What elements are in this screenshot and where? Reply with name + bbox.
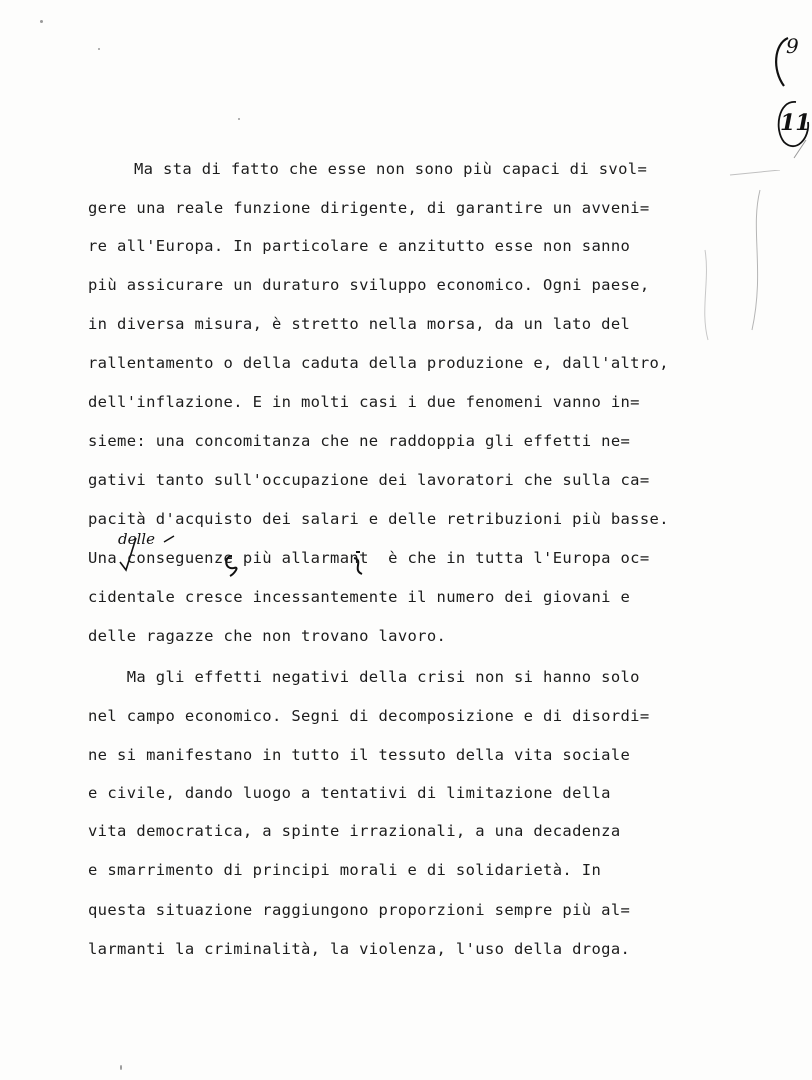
text-line: delle ragazze che non trovano lavoro. — [88, 627, 447, 645]
text-line: ne si manifestano in tutto il tessuto della vita sociale — [88, 746, 631, 764]
margin-pencil-stroke-1 — [752, 190, 760, 330]
handwritten-correction-marks — [220, 548, 370, 578]
insertion-caret-tick — [164, 536, 174, 542]
text-line: più assicurare un duraturo sviluppo economico. Ogni paese, — [88, 276, 650, 294]
text-line: in diversa misura, è stretto nella morsa, da un lato del — [88, 315, 631, 333]
text-line: e smarrimento di principi morali e di solidarietà. In — [88, 861, 602, 879]
text-line: sieme: una concomitanza che ne raddoppia gli effetti ne= — [88, 432, 631, 450]
text-line: cidentale cresce incessantemente il numero dei giovani e — [88, 588, 631, 606]
text-line: gativi tanto sull'occupazione dei lavoratori che sulla ca= — [88, 471, 650, 489]
margin-pencil-marks — [690, 170, 790, 370]
text-line: Una conseguenze più allarmant è che in tutta l'Europa oc= — [88, 549, 650, 567]
text-line: larmanti la criminalità, la violenza, l'uso della droga. — [88, 940, 631, 958]
text-line: nel campo economico. Segni di decomposizione e di disordi= — [88, 707, 650, 725]
text-line: Ma sta di fatto che esse non sono più capaci di svol= — [134, 160, 648, 178]
page-number-top: 9 — [786, 34, 799, 58]
text-line: re all'Europa. In particolare e anzitutto esse non sanno — [88, 237, 631, 255]
text-line: questa situazione raggiungono proporzioni sempre più al= — [88, 901, 631, 919]
paper-speck — [40, 20, 43, 23]
text-line: dell'inflazione. E in molti casi i due fenomeni vanno in= — [88, 393, 640, 411]
text-line: Ma gli effetti negativi della crisi non si hanno solo — [88, 668, 640, 686]
handwritten-insertion: delle — [118, 530, 155, 548]
text-line: pacità d'acquisto dei salari e delle retribuzioni più basse. — [88, 510, 669, 528]
margin-pencil-stroke-3 — [730, 170, 780, 175]
paper-speck — [98, 48, 100, 50]
margin-pencil-stroke-2 — [705, 250, 708, 340]
page-number-circled: 11 — [780, 110, 811, 136]
paper-speck — [238, 118, 240, 120]
text-line: e civile, dando luogo a tentativi di limitazione della — [88, 784, 611, 802]
correction-overstrike-2 — [354, 552, 362, 574]
text-line: gere una reale funzione dirigente, di garantire un avveni= — [88, 199, 650, 217]
text-line: rallentamento o della caduta della produzione e, dall'altro, — [88, 354, 669, 372]
correction-overstrike-1 — [226, 556, 236, 576]
paper-speck — [120, 1065, 122, 1070]
text-line: vita democratica, a spinte irrazionali, a una decadenza — [88, 822, 621, 840]
